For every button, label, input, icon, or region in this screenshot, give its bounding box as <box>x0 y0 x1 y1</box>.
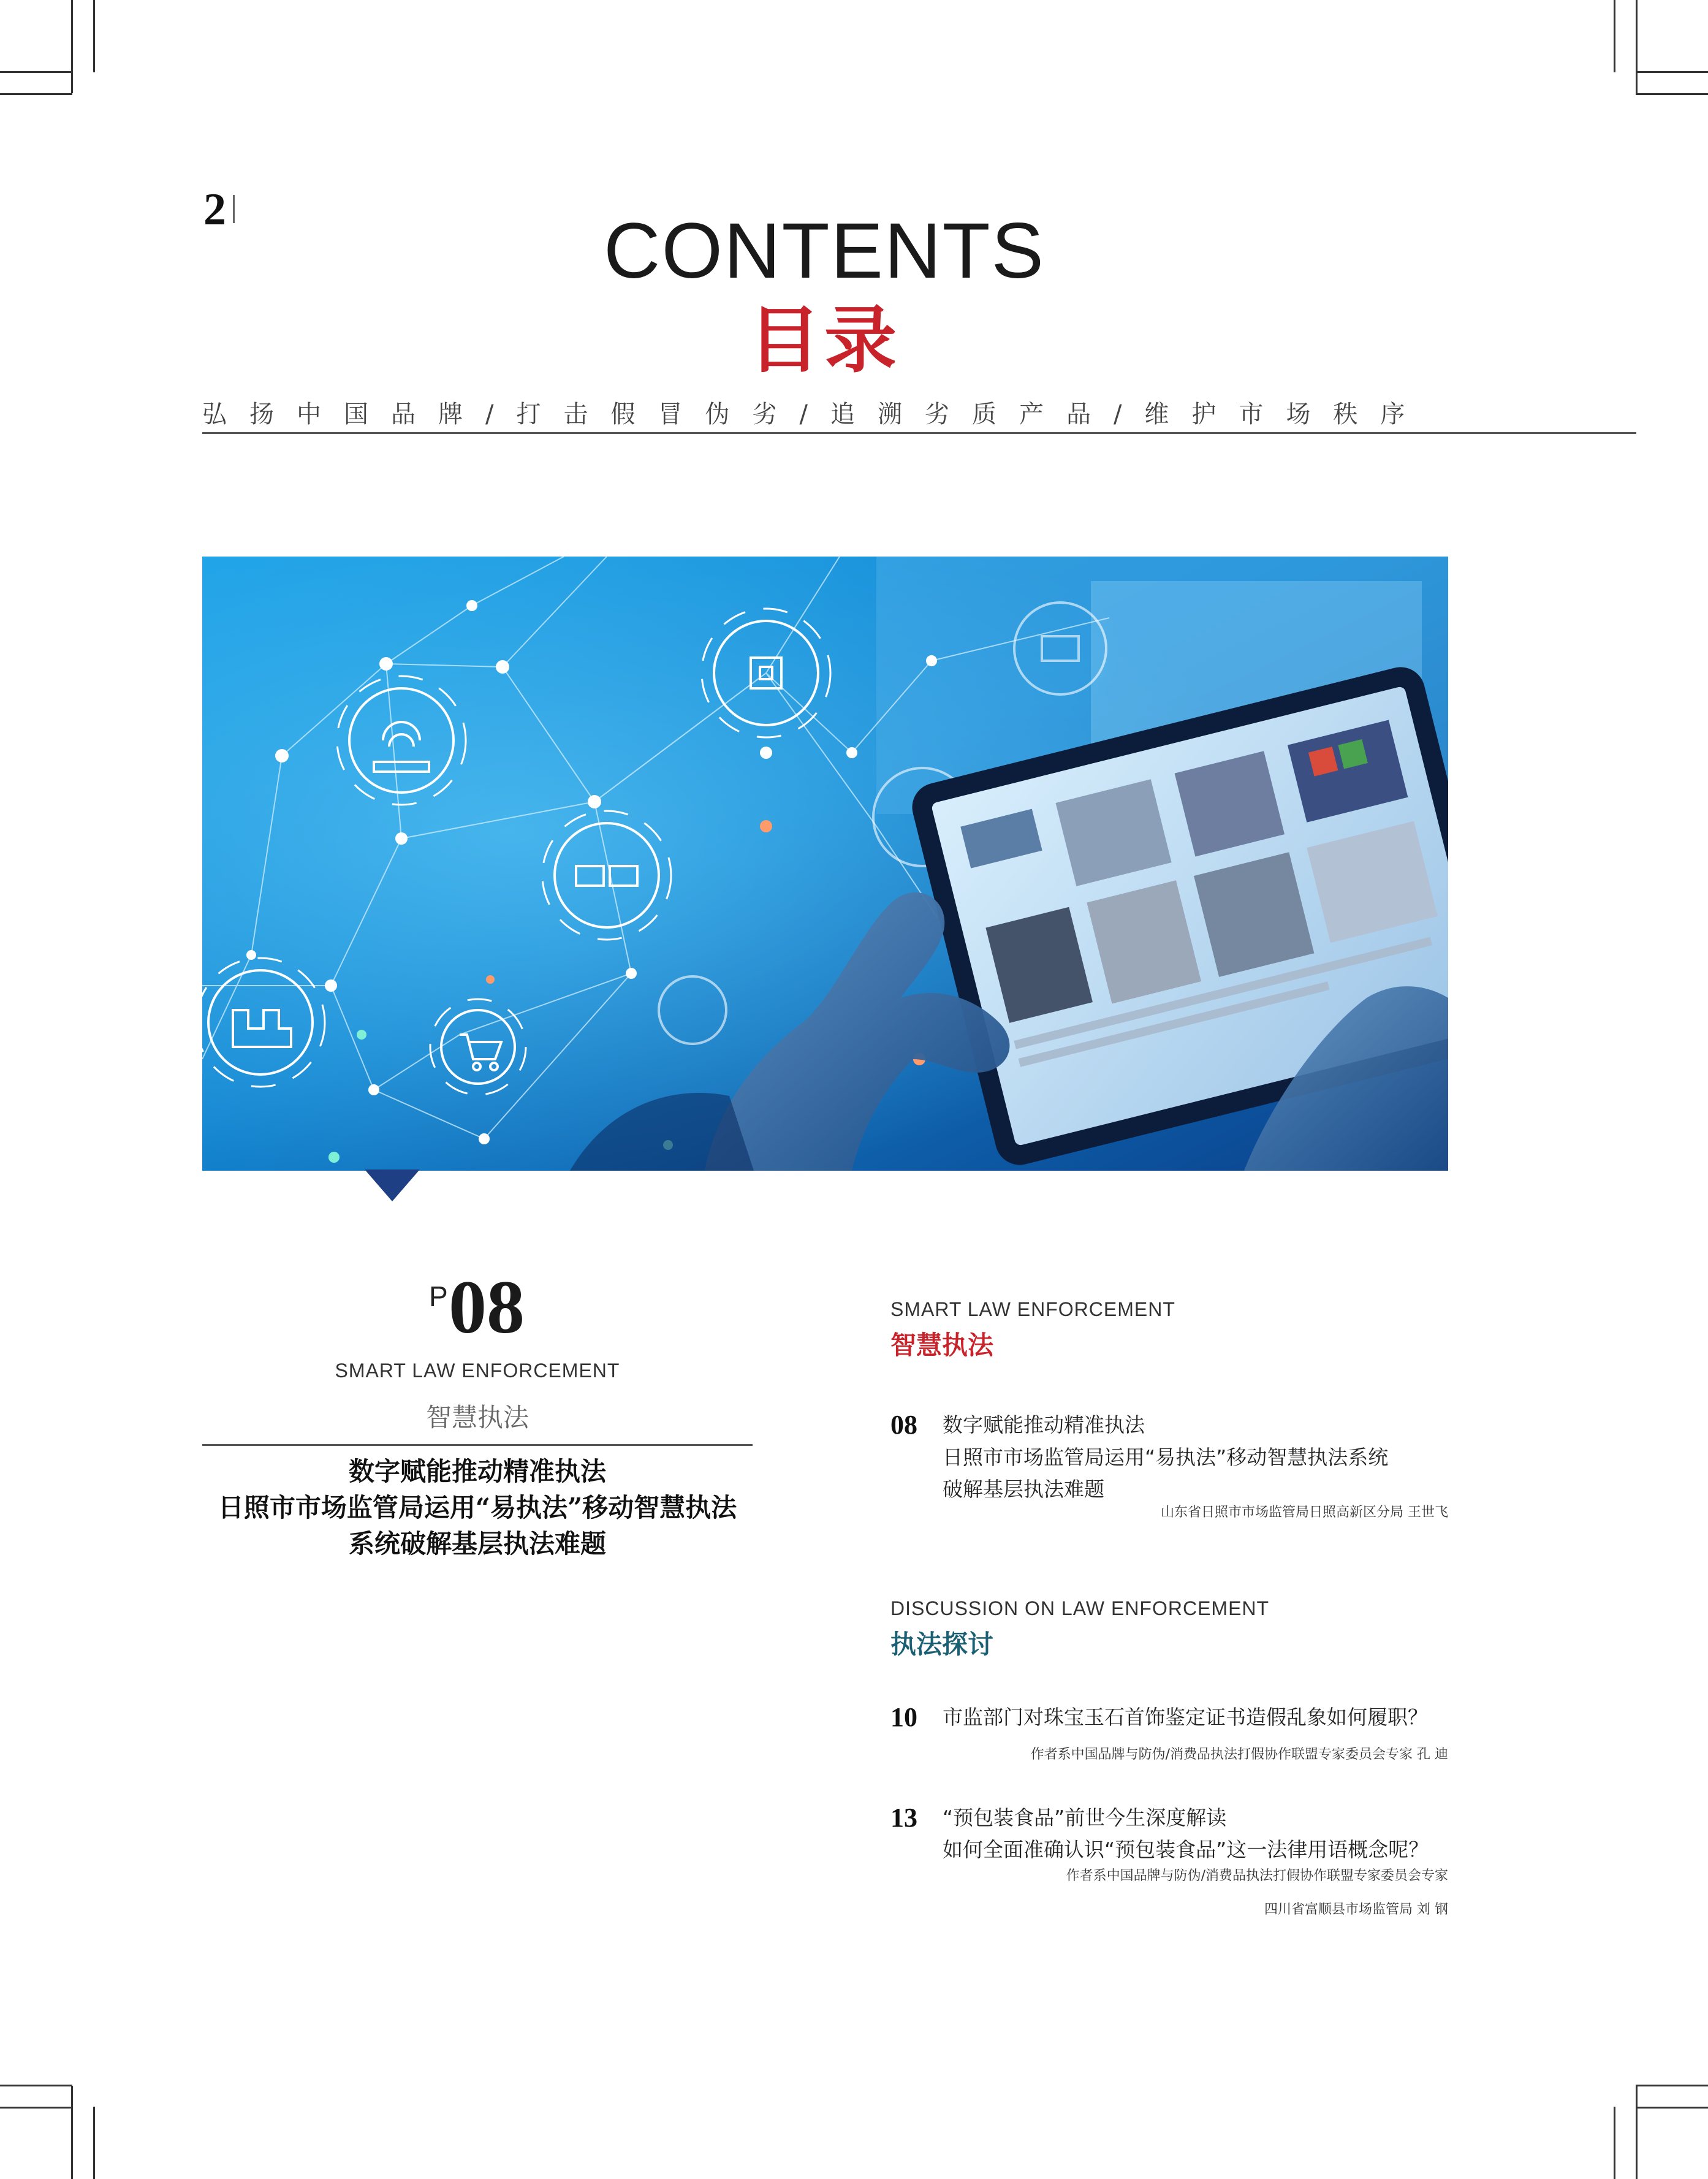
article-title-line[interactable]: 如何全面准确认识“预包装食品”这一法律用语概念呢？ <box>943 1838 1429 1861</box>
feature-rule <box>202 1444 753 1446</box>
feature-page-prefix: P <box>429 1280 448 1312</box>
article-title-line[interactable]: 破解基层执法难题 <box>943 1477 1104 1501</box>
article-byline: 作者系中国品牌与防伪/消费品执法打假协作联盟专家委员会专家 <box>1066 1868 1448 1884</box>
crop-mark-bottom-right-v <box>1614 2107 1615 2179</box>
feature-section-zh: 智慧执法 <box>425 1402 529 1432</box>
article-byline: 作者系中国品牌与防伪/消费品执法打假协作联盟专家委员会专家 孔 迪 <box>1030 1747 1448 1762</box>
feature-title-line[interactable]: 系统破解基层执法难题 <box>348 1529 606 1559</box>
feature-page-number: 08 <box>449 1265 525 1349</box>
section-title-en: SMART LAW ENFORCEMENT <box>890 1298 1175 1320</box>
crop-mark-bottom-right-h <box>1636 2107 1708 2109</box>
magazine-tagline: 弘扬中国品牌/打击假冒伪劣/追溯劣质产品/维护市场秩序 <box>202 400 1428 428</box>
article-page-number: 13 <box>890 1803 917 1833</box>
crop-mark-top-left-h2 <box>0 93 72 95</box>
crop-mark-top-left-v <box>93 0 95 72</box>
article-title-line[interactable]: 市监部门对珠宝玉石首饰鉴定证书造假乱象如何履职？ <box>943 1705 1428 1729</box>
feature-title-line[interactable]: 日照市市场监管局运用“易执法”移动智慧执法 <box>218 1493 737 1523</box>
article-byline: 山东省日照市市场监管局日照高新区分局 王世飞 <box>1161 1505 1448 1520</box>
crop-mark-top-right-v <box>1614 0 1615 72</box>
article-page-number: 10 <box>890 1702 917 1732</box>
hero-pointer-triangle <box>365 1169 420 1201</box>
article-title-line[interactable]: 日照市市场监管局运用“易执法”移动智慧执法系统 <box>943 1445 1389 1469</box>
crop-mark-top-right-h2 <box>1636 93 1708 95</box>
section-title-zh: 智慧执法 <box>890 1330 994 1360</box>
section-title-zh: 执法探讨 <box>890 1629 994 1659</box>
tagline-rule <box>202 432 1636 434</box>
crop-mark-top-right-h <box>1636 71 1708 73</box>
article-title-line[interactable]: 数字赋能推动精准执法 <box>943 1413 1145 1437</box>
crop-mark-bottom-left-v <box>93 2107 95 2179</box>
page-number: 2 <box>203 184 226 235</box>
crop-mark-bottom-right-h2 <box>1636 2085 1708 2086</box>
feature-section-en: SMART LAW ENFORCEMENT <box>335 1359 620 1382</box>
crop-mark-bottom-left-h2 <box>0 2085 72 2086</box>
crop-mark-top-right-v2 <box>1636 0 1638 93</box>
contents-heading-en: CONTENTS <box>604 207 1045 295</box>
hero-image-smart-enforcement <box>202 557 1448 1171</box>
feature-title-line[interactable]: 数字赋能推动精准执法 <box>348 1456 606 1486</box>
article-title-line[interactable]: “预包装食品”前世今生深度解读 <box>943 1806 1227 1830</box>
contents-heading-zh: 目录 <box>748 297 900 382</box>
crop-mark-top-left-v2 <box>71 0 73 93</box>
crop-mark-bottom-left-v2 <box>71 2086 73 2179</box>
section-title-en: DISCUSSION ON LAW ENFORCEMENT <box>890 1597 1270 1619</box>
article-byline: 四川省富顺县市场监管局 刘 钢 <box>1264 1902 1448 1917</box>
crop-mark-bottom-left-h <box>0 2107 72 2109</box>
article-page-number: 08 <box>890 1410 917 1440</box>
crop-mark-top-left-h <box>0 71 72 73</box>
crop-mark-bottom-right-v2 <box>1636 2086 1638 2179</box>
